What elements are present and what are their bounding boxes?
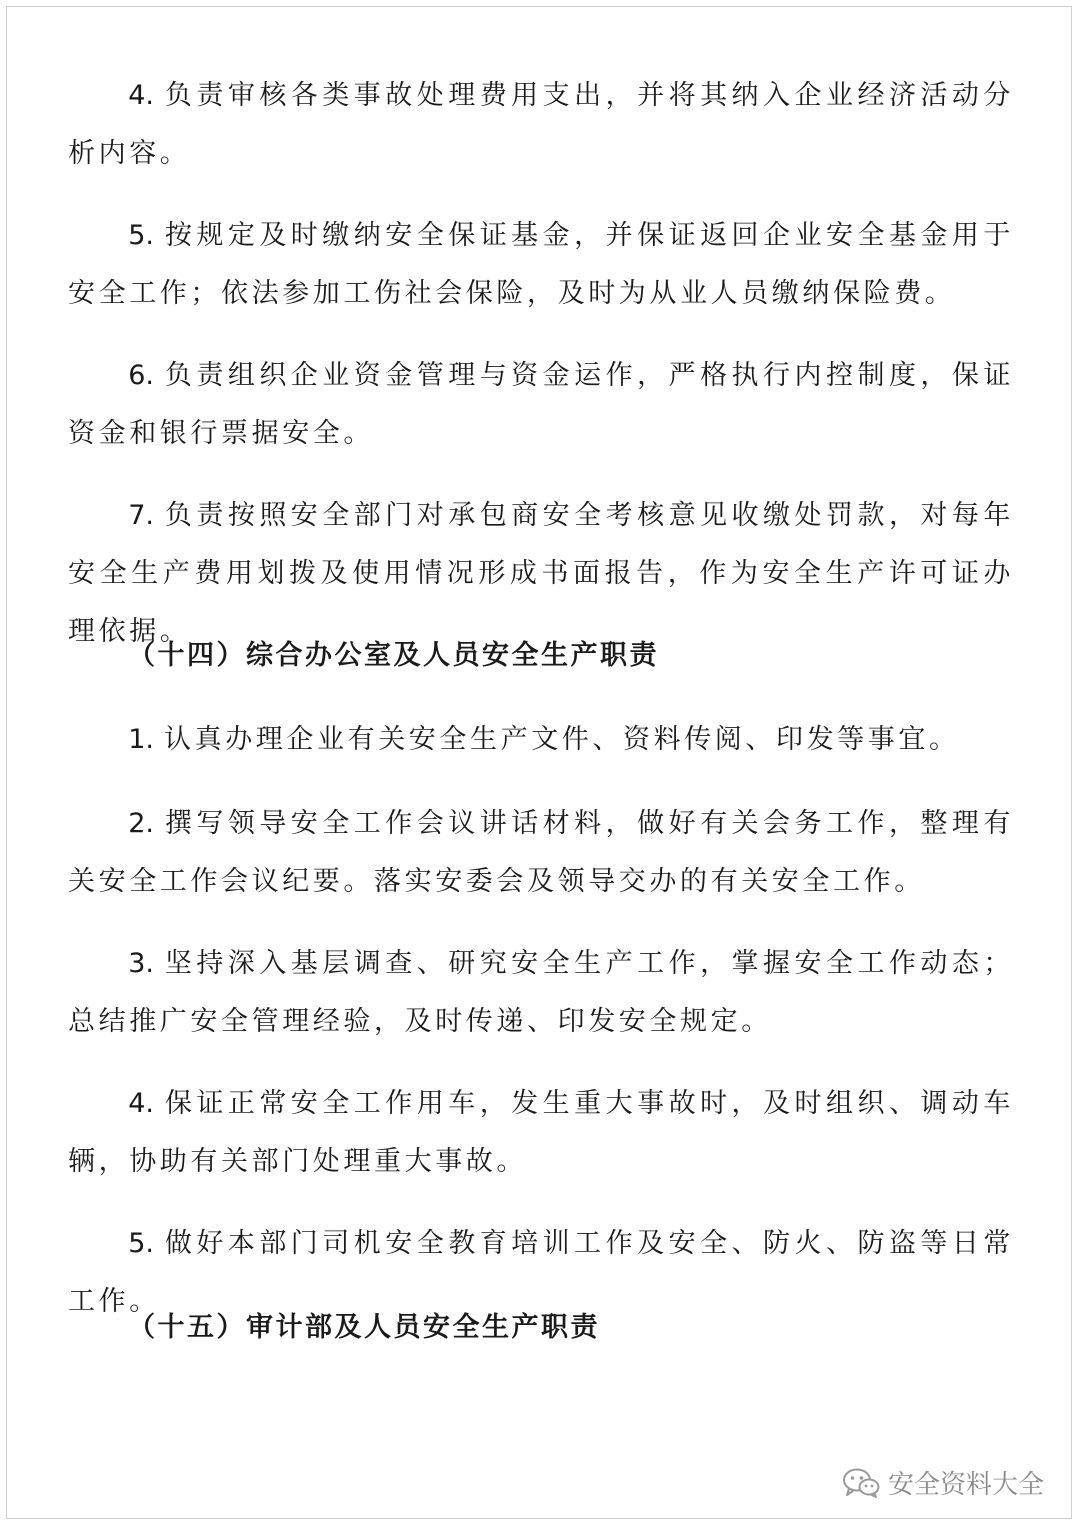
- watermark-text: 安全资料大全: [887, 1470, 1044, 1500]
- item-text: 保证正常安全工作用车，发生重大事故时，及时组织、调动车辆，协助有关部门处理重大事故。: [68, 1088, 1014, 1177]
- paragraph-item: [68, 207, 1014, 323]
- item-text: 认真办理企业有关安全生产文件、资料传阅、印发等事宜。: [164, 724, 960, 755]
- item-text: 按规定及时缴纳安全保证基金，并保证返回企业安全基金用于安全工作；依法参加工伤社会保险，及时为从业人员缴纳保险费。: [68, 220, 1014, 309]
- wechat-icon: [842, 1467, 880, 1499]
- item-number: 5.: [128, 220, 154, 251]
- paragraph-item: [68, 711, 1014, 769]
- item-number: 2.: [128, 808, 154, 839]
- paragraph-item: [68, 67, 1014, 183]
- item-text: 负责组织企业资金管理与资金运作，严格执行内控制度，保证资金和银行票据安全。: [68, 360, 1014, 449]
- item-text: 撰写领导安全工作会议讲话材料，做好有关会务工作，整理有关安全工作会议纪要。落实安委会及领导交办的有关安全工作。: [68, 808, 1014, 897]
- paragraph-item: [68, 347, 1014, 463]
- paragraph-item: [68, 935, 1014, 1051]
- item-text: 坚持深入基层调查、研究安全生产工作，掌握安全工作动态；总结推广安全管理经验，及时传递、印发安全规定。: [68, 948, 1014, 1037]
- item-number: 4.: [128, 80, 154, 111]
- paragraph-item: [68, 487, 1014, 661]
- item-text: 负责按照安全部门对承包商安全考核意见收缴处罚款，对每年安全生产费用划拨及使用情况形成书面报告，作为安全生产许可证办理依据。: [68, 500, 1014, 647]
- item-number: 3.: [128, 948, 154, 979]
- item-text: 负责审核各类事故处理费用支出，并将其纳入企业经济活动分析内容。: [68, 80, 1014, 169]
- item-number: 6.: [128, 360, 154, 391]
- item-number: 5.: [128, 1228, 154, 1259]
- section-heading-15: （十五）审计部及人员安全生产职责: [128, 1312, 600, 1343]
- item-number: 1.: [128, 724, 154, 755]
- watermark: [842, 1464, 1044, 1501]
- section-heading-14: （十四）综合办公室及人员安全生产职责: [128, 640, 659, 671]
- item-text: 做好本部门司机安全教育培训工作及安全、防火、防盗等日常工作。: [68, 1228, 1014, 1317]
- paragraph-item: [68, 795, 1014, 911]
- item-number: 4.: [128, 1088, 154, 1119]
- item-number: 7.: [128, 500, 154, 531]
- paragraph-item: [68, 1075, 1014, 1191]
